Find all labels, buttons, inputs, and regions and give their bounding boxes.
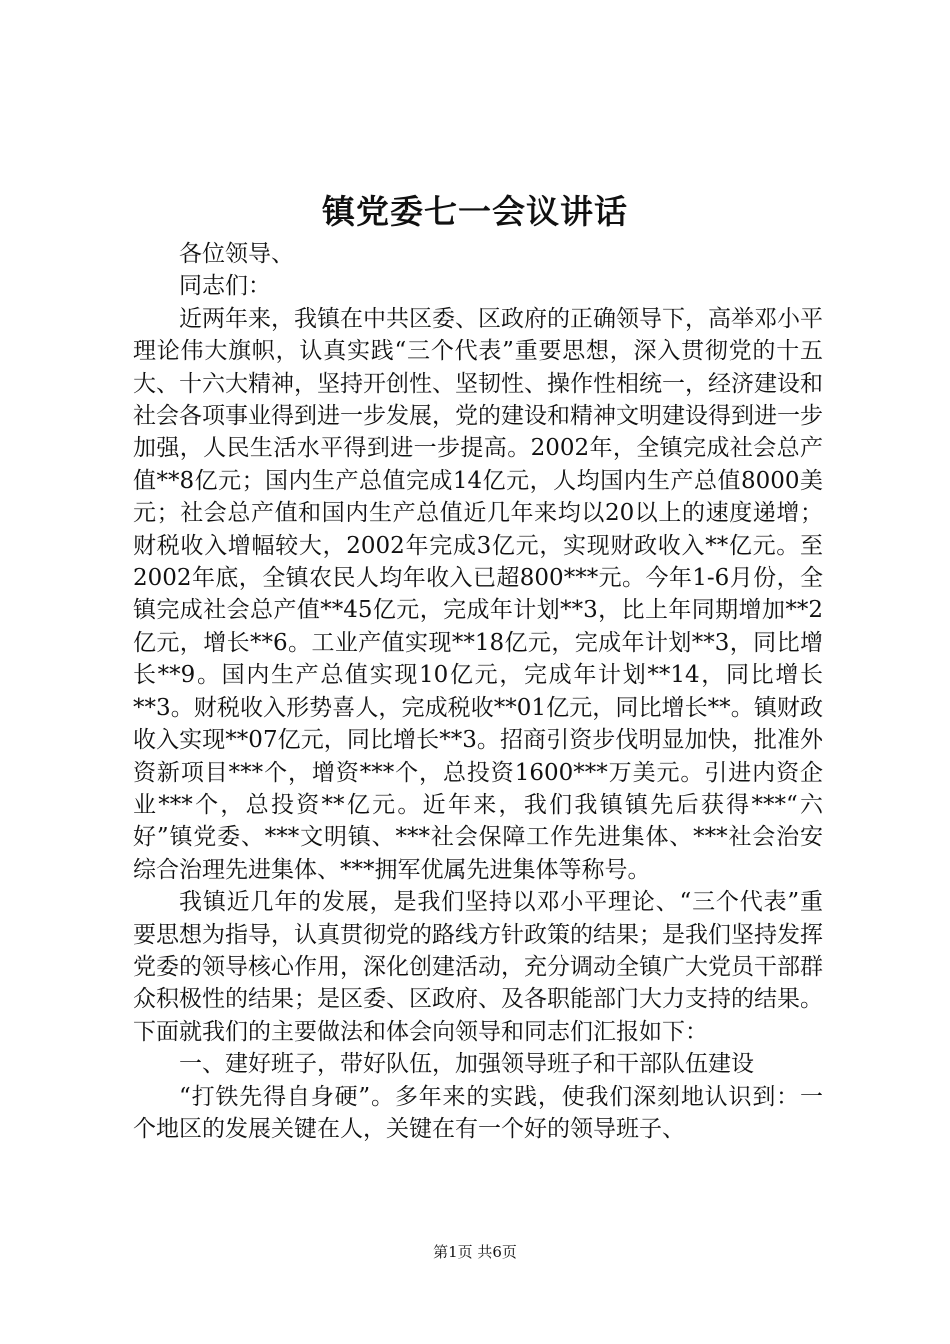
paragraph-section-1: “打铁先得自身硬”。多年来的实践，使我们深刻地认识到：一个地区的发展关键在人，关键在有一个好的领导班子、 [133,1083,823,1142]
salutation-comrades: 同志们： [179,273,271,300]
document-body [133,238,823,1145]
salutation-leaders: 各位领导、 [179,241,294,267]
section-heading-1: 一、建好班子，带好队伍，加强领导班子和干部队伍建设 [179,1051,754,1078]
paragraph-achievements: 近两年来，我镇在中共区委、区政府的正确领导下，高举邓小平理论伟大旗帜，认真实践“三个代表”重要思想，深入贯彻党的十五大、十六大精神，坚持开创性、坚韧性、操作性相统一，经济建设和社会各项事业得到进一步发展，党的建设和精神文明建设得到进一步加强，人民生活水平得到进一步提高。2002年，全镇完成社会总产值**8亿元；国内生产总值完成14亿元，人均国内生产总值8000美元；社会总产值和国内生产总值近几年来均以20以上的速度递增；财税收入增幅较大，2002年完成3亿元，实现财政收入**亿元。至2002年底，全镇农民人均年收入已超800***元。今年1-6月份，全镇完成社会总产值**45亿元，完成年计划**3，比上年同期增加**2亿元，增长**6。工业产值实现**18亿元，完成年计划**3，同比增长**9。国内生产总值实现10亿元，完成年计划**14，同比增长**3。财税收入形势喜人，完成税收**01亿元，同比增长**。镇财政收入实现**07亿元，同比增长**3。招商引资步伐明显加快，批准外资新项目***个，增资***个，总投资1600***万美元。引进内资企业***个，总投资**亿元。近年来，我们我镇镇先后获得***“六好”镇党委、***文明镇、***社会保障工作先进集体、***社会治安综合治理先进集体、***拥军优属先进集体等称号。 [133,305,823,883]
paragraph-reasons: 我镇近几年的发展，是我们坚持以邓小平理论、“三个代表”重要思想为指导，认真贯彻党的路线方针政策的结果；是我们坚持发挥党委的领导核心作用，深化创建活动，充分调动全镇广大党员干部群众积极性的结果；是区委、区政府、及各职能部门大力支持的结果。下面就我们的主要做法和体会向领导和同志们汇报如下： [133,889,823,1045]
page-number-footer: 第1页 共6页 [433,1243,517,1261]
document-title: 镇党委七一会议讲话 [322,192,628,231]
